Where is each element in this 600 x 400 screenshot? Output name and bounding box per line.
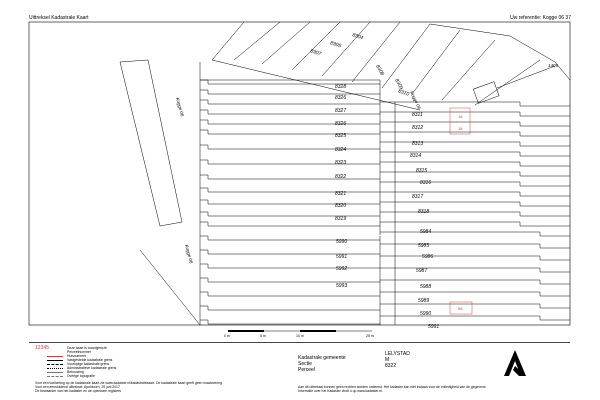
house-number: 56 [458,306,463,311]
legend-item: Voorlopige kadastrale grens [67,362,110,366]
municipality-value: LELYSTAD [385,351,410,357]
parcel-label: 8321 [335,191,347,197]
legend-symbol [47,356,63,357]
legend-footnote: De bewaarder van het kadaster en de openbare registers [35,389,121,393]
legend-symbol [47,372,63,373]
scale-bar [224,330,374,338]
legend-symbol [47,360,63,361]
parcel-label: 5991 [336,254,348,260]
parcel-label: 5992 [336,266,348,272]
parcel-label: 8314 [410,153,422,159]
street-label-3: Kogge 06 [409,90,422,110]
parcel-label: 8313 [412,141,424,147]
right-terrace-rows [380,102,570,325]
parcel-label: 5991 [428,324,440,330]
street-label-2: Kogge 06 [184,243,194,264]
parcel-label: 8328 [335,84,347,90]
map-title: Uittreksel Kadastrale Kaart [29,15,89,21]
parcel-label: 8316 [420,180,432,186]
parcel-value: 8322 [385,363,397,369]
parcel-label: 8311 [412,112,423,118]
kadaster-logo-icon [500,348,530,378]
parcel-label: 5984 [420,229,432,235]
legend-footnote: Voor een eensluidend uittreksel: Apeldoorn, 29 juni 2017 [35,385,120,389]
map-frame [29,22,570,325]
parcel-label: 8324 [335,147,347,153]
scale-tick-10: 10 m [296,334,304,338]
legend-code: 12345 [35,345,49,351]
parcel-label: 8309 [393,78,405,91]
section-value: M [385,357,390,363]
parcel-label: 8310 [397,88,410,98]
municipality-label: Kadastrale gemeente [298,355,346,361]
scale-tick-25: 25 m [366,334,374,338]
scale-tick-0: 0 m [224,334,230,338]
top-diagonal-parcels [212,22,570,110]
parcel-label-info: Perceel [298,367,315,373]
parcel-label: 8323 [335,160,347,166]
parcel-label: 8315 [416,168,428,174]
parcel-label: 5988 [420,284,432,290]
section-label: Sectie [298,361,312,367]
parcel-label: 8322 [335,174,347,180]
parcel-label: 8326 [335,95,347,101]
house-number: 16 [458,114,463,119]
scale-tick-5: 5 m [260,334,266,338]
parcel-label: 8318 [418,209,430,215]
legend-item: Administratieve kadastrale grens [67,366,117,370]
parcel-label: 8312 [412,125,424,131]
parcel-label: 8307 [309,48,322,58]
legend-symbol [47,376,63,377]
parcel-label: 8317 [412,194,424,200]
parcel-label: 5985 [418,243,430,249]
parcel-label: 8326 [335,121,347,127]
parcel-label: 5990 [336,239,348,245]
street-label-1: Kogge 06 [175,96,185,117]
parcel-label: 5993 [336,283,348,289]
left-terrace-rows [200,80,380,325]
parcel-label: 8319 [335,216,347,222]
parcel-label: 8304 [351,32,364,42]
left-diagonal-block [120,60,200,325]
disclaimer-text: Aan dit uittreksel kunnen geen rechten worden ontleend. Het kadaster kan niet instaan voor de volledigheid van de gegevens. Informatie over het Kadaster vindt u op www.kadaster.nl. [298,385,487,393]
legend-symbol [47,364,63,365]
legend-item: Overige topografie [67,374,95,378]
parcel-label: 8325 [335,133,347,139]
legend-footnote: Voor een toelichting op de kadastrale kaart zie www.kadaster.nl/kadastralekaart. De kadastrale kaart geeft geen maatvoering. [35,381,223,385]
legend-item: Deze kaart is noordgericht [67,346,107,350]
parcel-label: 8320 [335,203,347,209]
parcel-label: 8305 [329,40,342,50]
marker-label: 1405 [548,63,559,68]
legend-item: Perceelnummer [67,350,91,354]
parcel-label: 8327 [335,108,347,114]
parcel-label: 5989 [418,298,430,304]
legend-item: Huisnummer [67,354,87,358]
map-reference: Uw referentie: Kogge 06 37 [510,15,571,21]
legend-item: Bebouwing [67,370,84,374]
house-number: 18 [458,126,463,131]
parcel-label: 5986 [422,254,434,260]
parcel-label: 5990 [420,311,432,317]
parcel-label: 8308 [374,64,386,77]
legend-symbol [47,368,63,369]
legend-item: Vastgestelde kadastrale grens [67,358,113,362]
parcel-label: 5987 [416,268,428,274]
house-outlines [450,108,472,314]
